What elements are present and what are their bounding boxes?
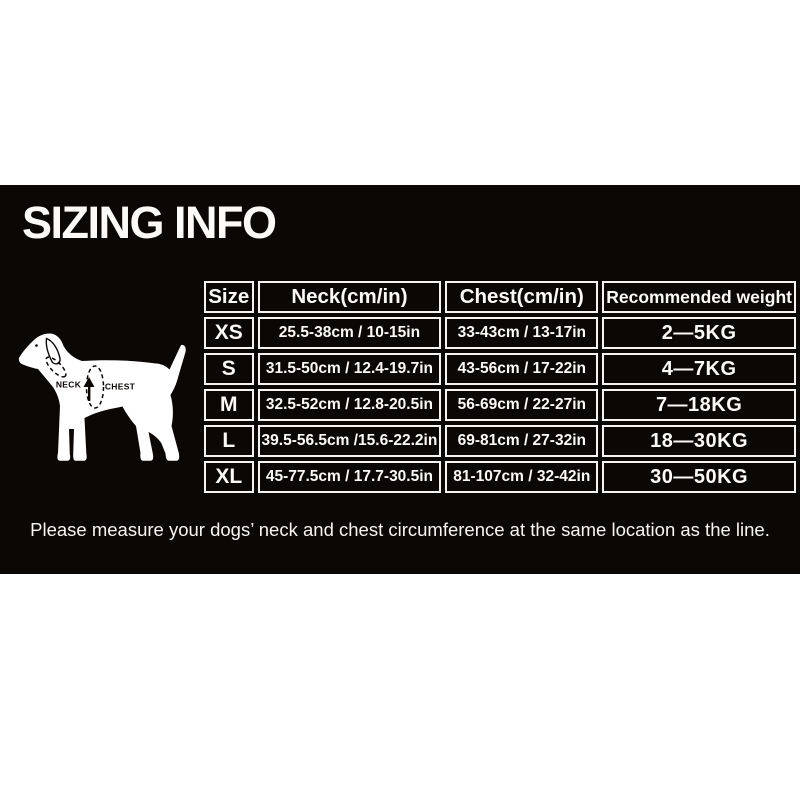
sizing-panel — [0, 185, 800, 574]
size-table-header-row — [204, 281, 796, 313]
neck-cell: 31.5-50cm / 12.4-19.7in — [258, 353, 442, 385]
table-row-xs — [204, 317, 796, 349]
weight-cell: 2—5KG — [602, 317, 796, 349]
neck-cell: 32.5-52cm / 12.8-20.5in — [258, 389, 442, 421]
table-row-s — [204, 353, 796, 385]
size-cell: M — [204, 389, 254, 421]
weight-cell: 4—7KG — [602, 353, 796, 385]
table-row-m — [204, 389, 796, 421]
size-cell: S — [204, 353, 254, 385]
page-title: SIZING INFO — [22, 197, 276, 248]
table-header-chest: Chest(cm/in) — [445, 281, 598, 313]
table-row-xl — [204, 461, 796, 493]
neck-cell: 39.5-56.5cm /15.6-22.2in — [258, 425, 442, 457]
chest-cell: 56-69cm / 22-27in — [445, 389, 598, 421]
weight-cell: 30—50KG — [602, 461, 796, 493]
neck-cell: 25.5-38cm / 10-15in — [258, 317, 442, 349]
size-cell: L — [204, 425, 254, 457]
size-table — [200, 277, 800, 497]
chest-cell: 69-81cm / 27-32in — [445, 425, 598, 457]
dog-eye — [35, 344, 38, 347]
neck-cell: 45-77.5cm / 17.7-30.5in — [258, 461, 442, 493]
table-header-weight: Recommended weight — [602, 281, 796, 313]
table-header-size: Size — [204, 281, 254, 313]
size-cell: XS — [204, 317, 254, 349]
table-header-neck: Neck(cm/in) — [258, 281, 442, 313]
chest-cell: 33-43cm / 13-17in — [445, 317, 598, 349]
table-row-l — [204, 425, 796, 457]
chest-cell: 43-56cm / 17-22in — [445, 353, 598, 385]
measurement-note: Please measure your dogs’ neck and chest circumference at the same location as the line. — [30, 519, 770, 540]
chest-label: CHEST — [104, 381, 136, 392]
neck-label: NECK — [55, 379, 82, 390]
size-cell: XL — [204, 461, 254, 493]
weight-cell: 7—18KG — [602, 389, 796, 421]
dog-measurement-diagram — [10, 325, 200, 475]
chest-cell: 81-107cm / 32-42in — [445, 461, 598, 493]
weight-cell: 18—30KG — [602, 425, 796, 457]
